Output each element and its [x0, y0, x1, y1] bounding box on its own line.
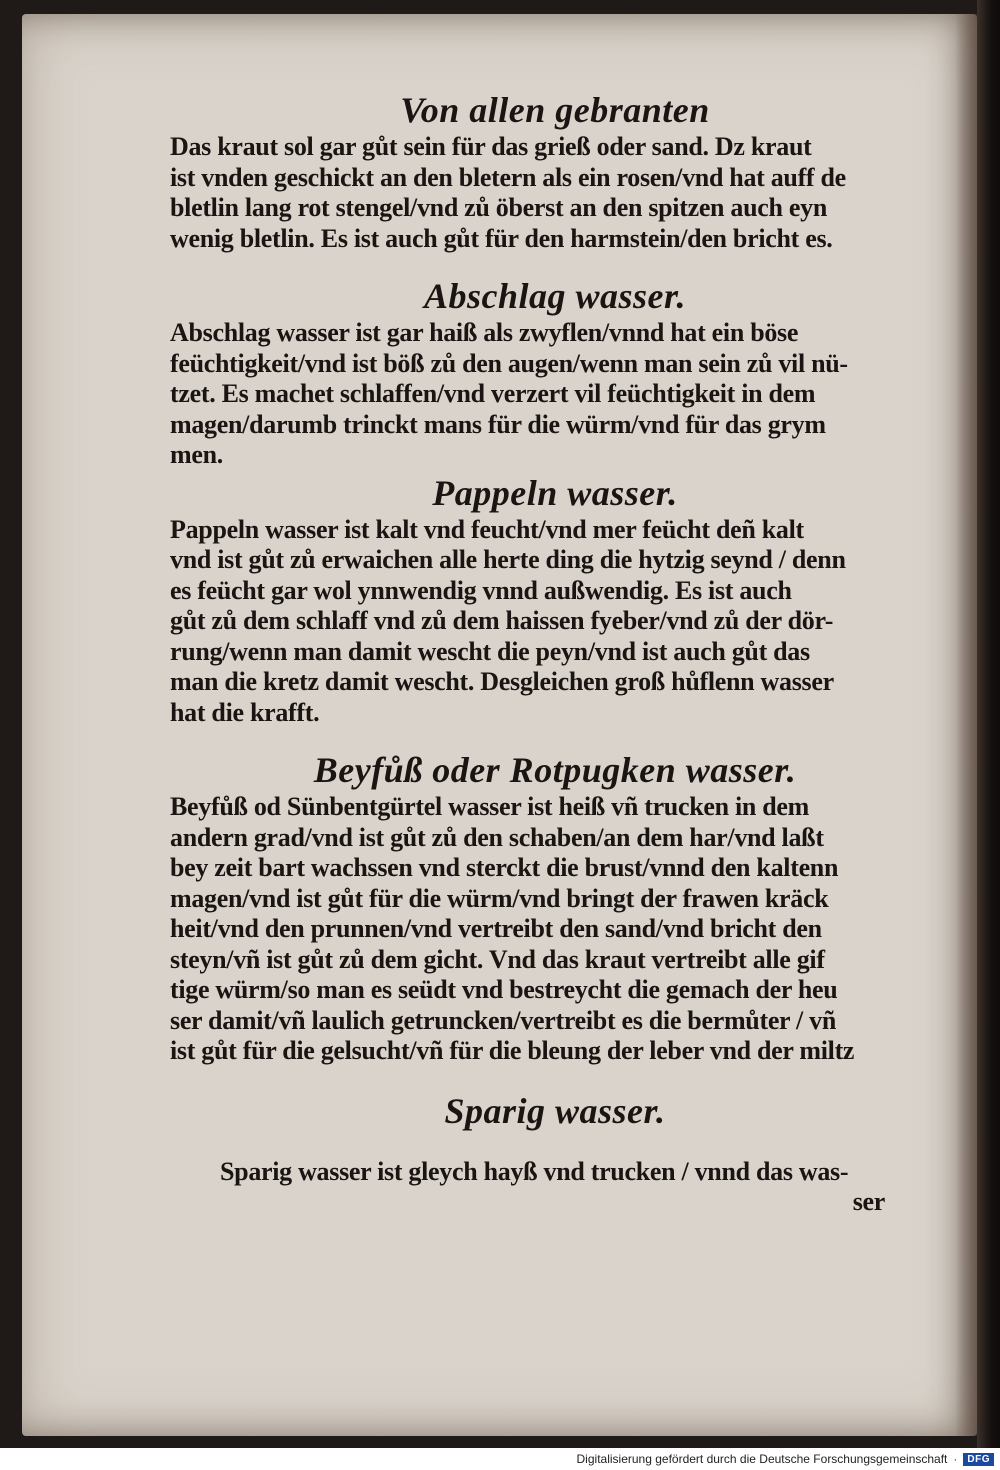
paragraph-pappeln	[170, 515, 940, 729]
page-running-head: Von allen gebranten	[400, 90, 710, 130]
text-line: Sparig wasser ist gleych hayß vnd trucken / vnnd das was-	[220, 1156, 849, 1186]
text-line: gůt zů dem schlaff vnd zů dem haissen fyeber/vnd zů der dör-	[170, 606, 834, 635]
text-line: ist vnden geschickt an den bletern als ein rosen/vnd hat auff de	[170, 162, 846, 192]
text-line: vnd ist gůt zů erwaichen alle herte ding die hytzig seynd / denn	[170, 545, 846, 574]
text-line: andern grad/vnd ist gůt zů den schaben/an dem har/vnd laßt	[170, 822, 824, 852]
section-heading-beyfuss: Beyfůß oder Rotpugken wasser.	[313, 750, 797, 790]
text-line: wenig bletlin. Es ist auch gůt für den harmstein/den bricht es.	[170, 223, 833, 253]
text-line: ser damit/vñ laulich getruncken/vertreibt es die bermůter / vñ	[170, 1005, 837, 1035]
section-heading-abschlag: Abschlag wasser.	[423, 276, 687, 316]
text-line: bey zeit bart wachssen vnd sterckt die brust/vnnd den kaltenn	[170, 853, 839, 882]
text-line: Das kraut sol gar gůt sein für das grieß oder sand. Dz kraut	[170, 132, 812, 161]
text-line: steyn/vñ ist gůt zů dem gicht. Vnd das kraut vertreibt alle gif	[170, 944, 825, 974]
book-binding	[977, 0, 1000, 1448]
section-heading-sparig: Sparig wasser.	[444, 1090, 666, 1131]
text-line: men.	[170, 440, 223, 469]
catchword: ser	[852, 1187, 885, 1216]
text-line: Abschlag wasser ist gar haiß als zwyflen/vnnd hat ein böse	[170, 318, 799, 347]
footer-separator: ·	[953, 1452, 958, 1466]
paragraph-gebranten	[170, 132, 940, 254]
digitization-footer	[0, 1448, 1000, 1470]
page-text	[170, 90, 940, 1218]
text-line: rung/wenn man damit wescht die peyn/vnd ist auch gůt das	[170, 636, 810, 666]
text-line: tige würm/so man es seüdt vnd bestreycht die gemach der heu	[170, 975, 838, 1004]
text-line: magen/vnd ist gůt für die würm/vnd bringt der frawen kräck	[170, 883, 829, 913]
paragraph-beyfuss	[170, 792, 940, 1067]
footer-credit: Digitalisierung gefördert durch die Deutsche Forschungsgemeinschaft	[576, 1452, 948, 1466]
text-line: heit/vnd den prunnen/vnd vertreibt den sand/vnd bricht den	[170, 914, 822, 943]
text-line: magen/darumb trinckt mans für die würm/vnd für das grym	[170, 409, 826, 439]
paragraph-sparig	[170, 1157, 940, 1218]
text-line: hat die krafft.	[170, 697, 320, 727]
text-line: tzet. Es machet schlaffen/vnd verzert vil feüchtigkeit in dem	[170, 379, 816, 408]
text-line: man die kretz damit wescht. Desgleichen groß hůflenn wasser	[170, 667, 834, 696]
text-line: Beyfůß od Sünbentgürtel wasser ist heiß vñ trucken in dem	[170, 792, 810, 821]
text-line: bletlin lang rot stengel/vnd zů öberst an den spitzen auch eyn	[170, 193, 827, 222]
section-heading-pappeln: Pappeln wasser.	[432, 472, 678, 513]
text-line: ist gůt für die gelsucht/vñ für die bleung der leber vnd der miltz	[170, 1036, 855, 1065]
dfg-logo: DFG	[963, 1453, 994, 1466]
text-line: feüchtigkeit/vnd ist böß zů den augen/wenn man sein zů vil nü-	[170, 348, 848, 378]
paragraph-abschlag	[170, 318, 940, 471]
text-line: Pappeln wasser ist kalt vnd feucht/vnd mer feücht deñ kalt	[170, 514, 804, 544]
text-line: es feücht gar wol ynnwendig vnnd außwendig. Es ist auch	[170, 575, 792, 605]
